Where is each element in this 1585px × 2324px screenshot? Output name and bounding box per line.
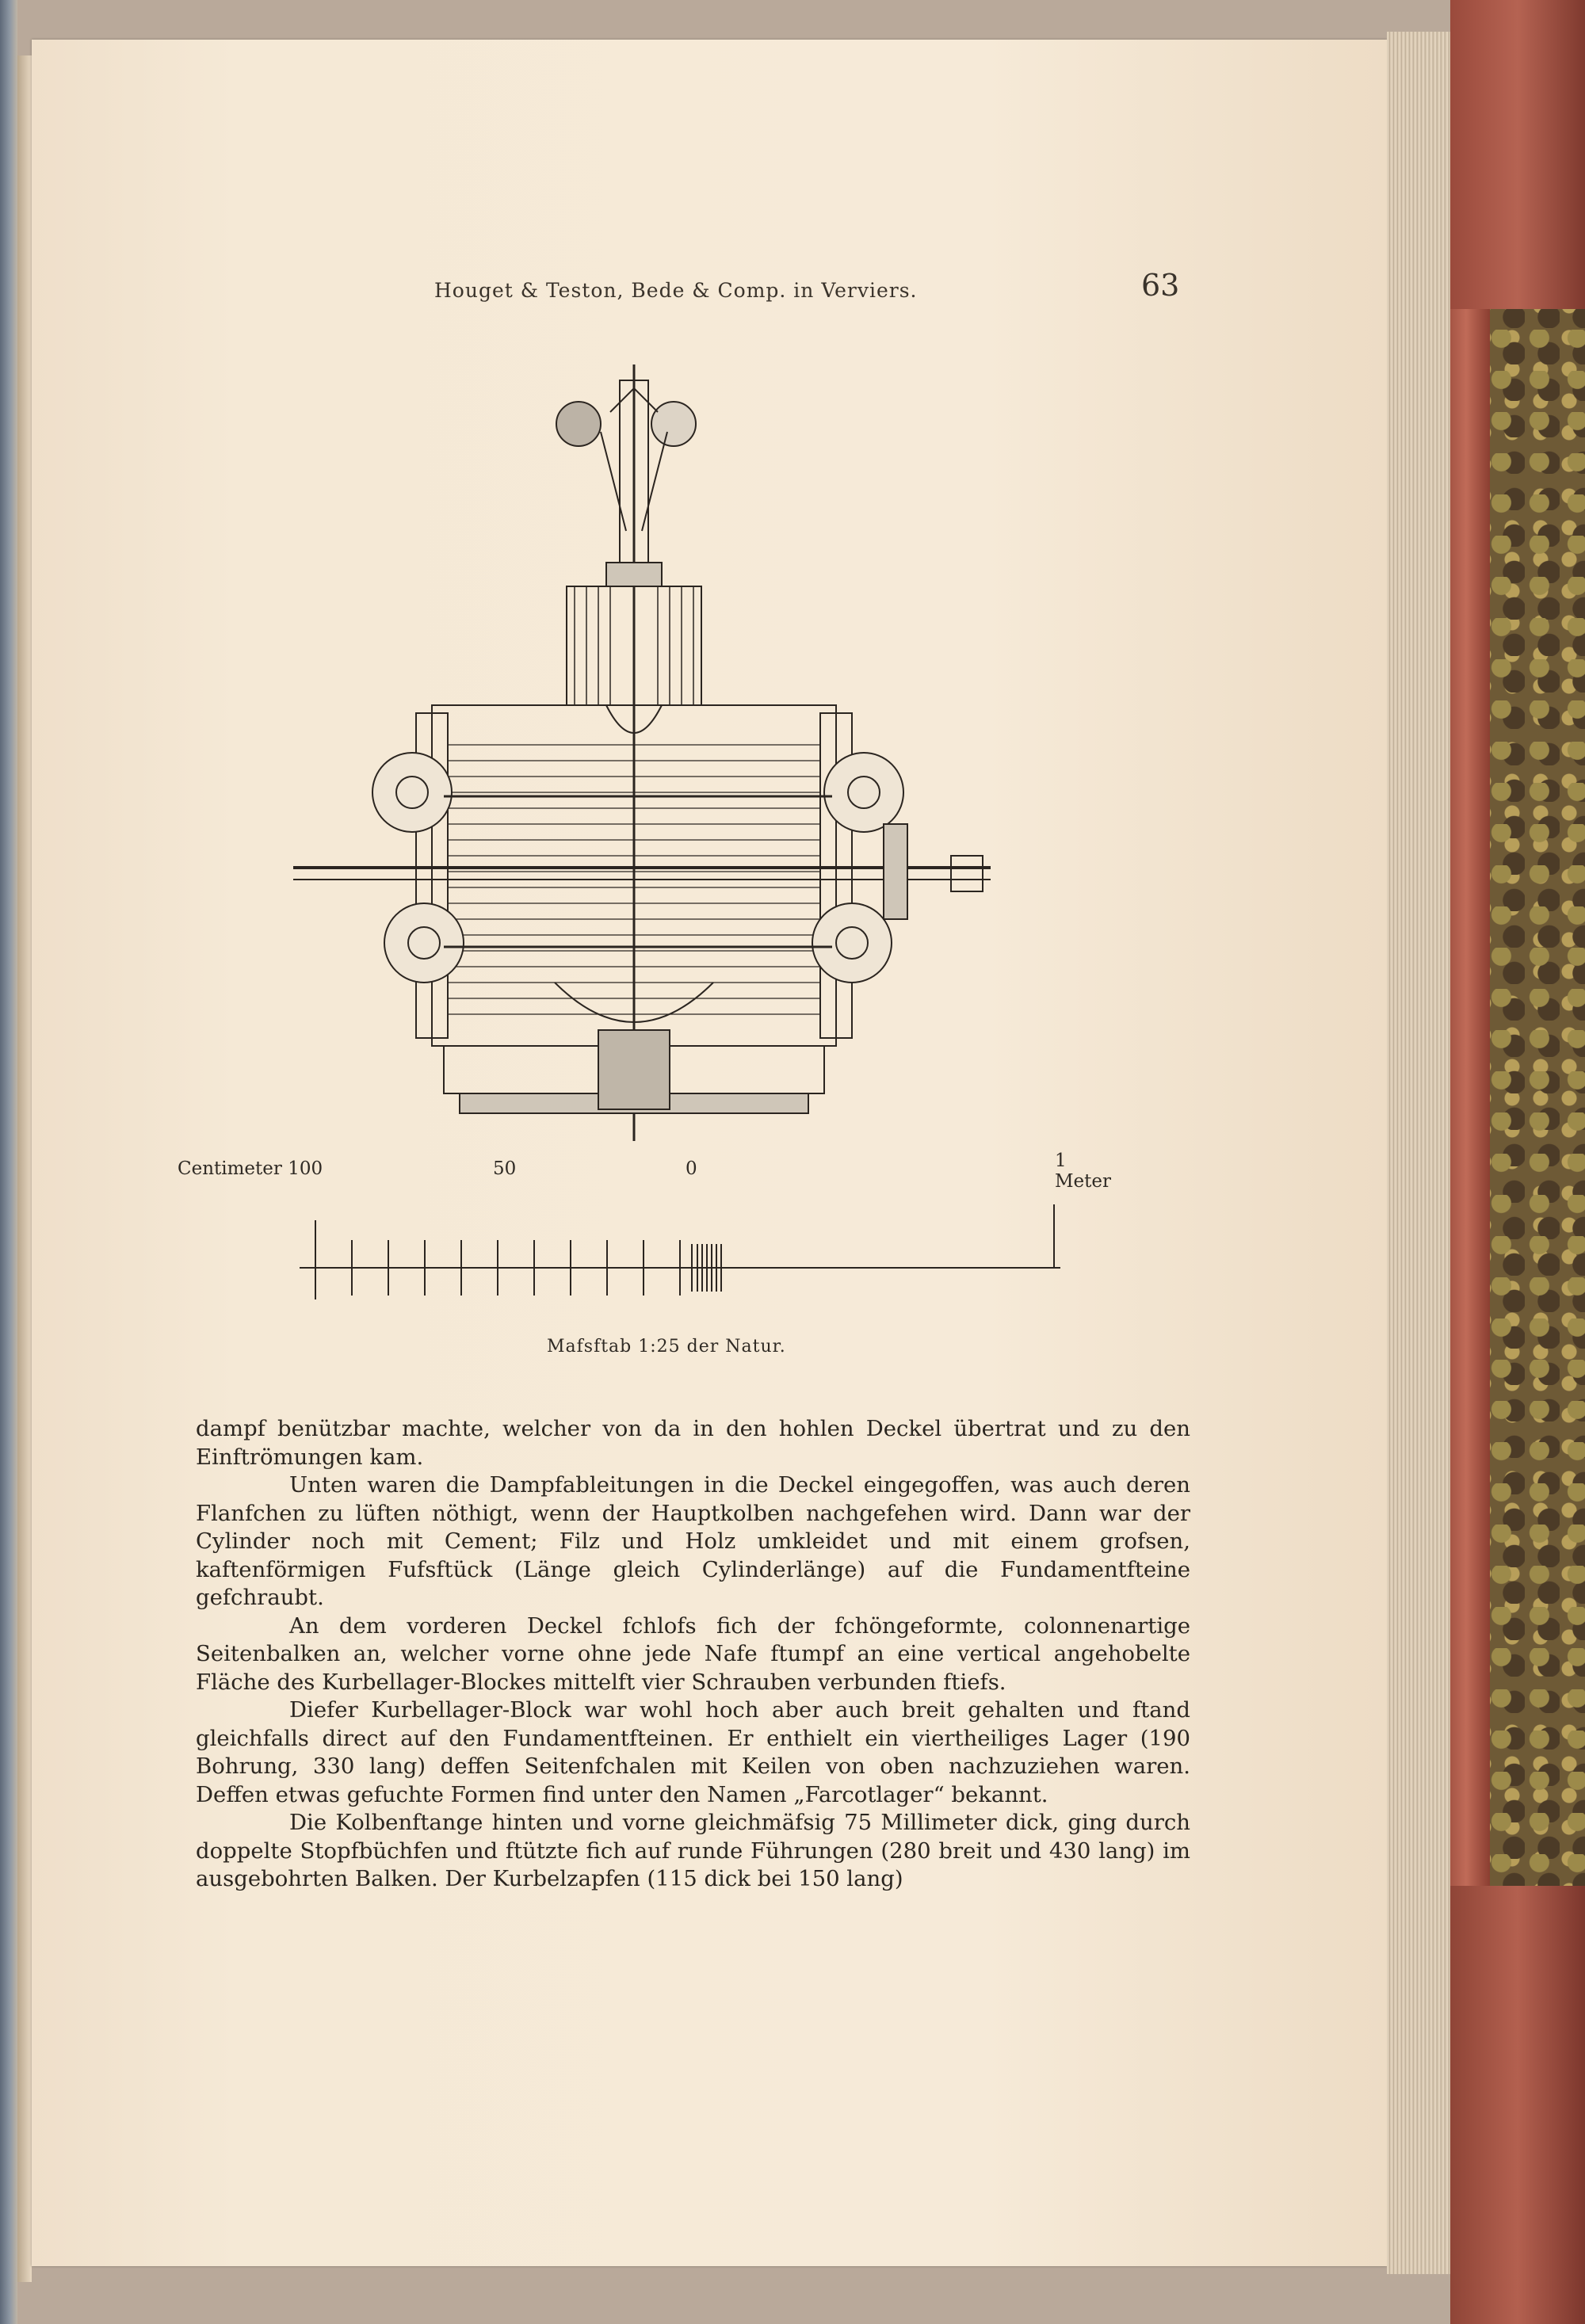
book-spine-left (0, 0, 17, 2324)
scale-ticks (173, 1189, 1108, 1331)
scale-label-mid: 50 (493, 1158, 517, 1179)
figure-caption: Mafsftab 1:25 der Natur. (547, 1337, 786, 1357)
cover-corner-top (1450, 0, 1585, 309)
paragraph-4: Diefer Kurbellager-Block war wohl hoch aber auch breit gehalten und ftand gleichfalls direct auf den Fundamentfteinen. Er enthielt ein viertheiliges Lager (190 Bohrung, 330 lang) deffen Seitenfchalen mit Keilen von oben nachzuziehen waren. Deffen etwas gefuchte Formen find unter den Namen „Farcotlager“ bekannt. (196, 1697, 1190, 1807)
facing-page-edge (17, 55, 32, 2282)
paragraph-5: Die Kolbenftange hinten und vorne gleichmäfsig 75 Millimeter dick, ging durch doppelte Stopfbüchfen und ftützte fich auf runde Führungen (280 breit und 430 lang) im ausgebohrten Balken. Der Kurbelzapfen (115 dick bei 150 lang) (196, 1810, 1190, 1891)
cover-corner-bottom (1450, 1886, 1585, 2324)
scale-label-right: 1 Meter (1055, 1151, 1112, 1192)
paragraph-3: An dem vorderen Deckel fchlofs fich der fchöngeformte, colonnenartige Seitenbalken an, welcher vorne ohne jede Nafe ftumpf an eine vertical angehobelte Fläche des Kurbellager-Blockes mittelft vier Schrauben verbunden ftiefs. (196, 1612, 1190, 1695)
running-head: Houget & Teston, Bede & Comp. in Verviers. (434, 279, 918, 302)
paragraph-2: Unten waren die Dampfableitungen in die Deckel eingegoffen, was auch deren Flanfchen zu lüften nöthigt, wenn der Hauptkolben nachgefehen wird. Dann war der Cylinder noch mit Cement; Filz und Holz umkleidet und mit einem grofsen, kaftenförmigen Fufsftück (Länge gleich Cylinderlänge) auf die Fundamentfteine gefchraubt. (196, 1472, 1190, 1610)
paragraph-1: dampf benützbar machte, welcher von da in den hohlen Deckel übertrat und zu den Einftrömungen kam. (196, 1416, 1190, 1470)
scale-label-left: Centimeter 100 (178, 1158, 323, 1179)
scale-label-zero: 0 (686, 1158, 697, 1179)
page-block-edges (1387, 32, 1450, 2274)
page-number: 63 (1141, 268, 1180, 303)
steam-engine-drawing-icon (293, 349, 991, 1157)
body-text (196, 1415, 1190, 1894)
